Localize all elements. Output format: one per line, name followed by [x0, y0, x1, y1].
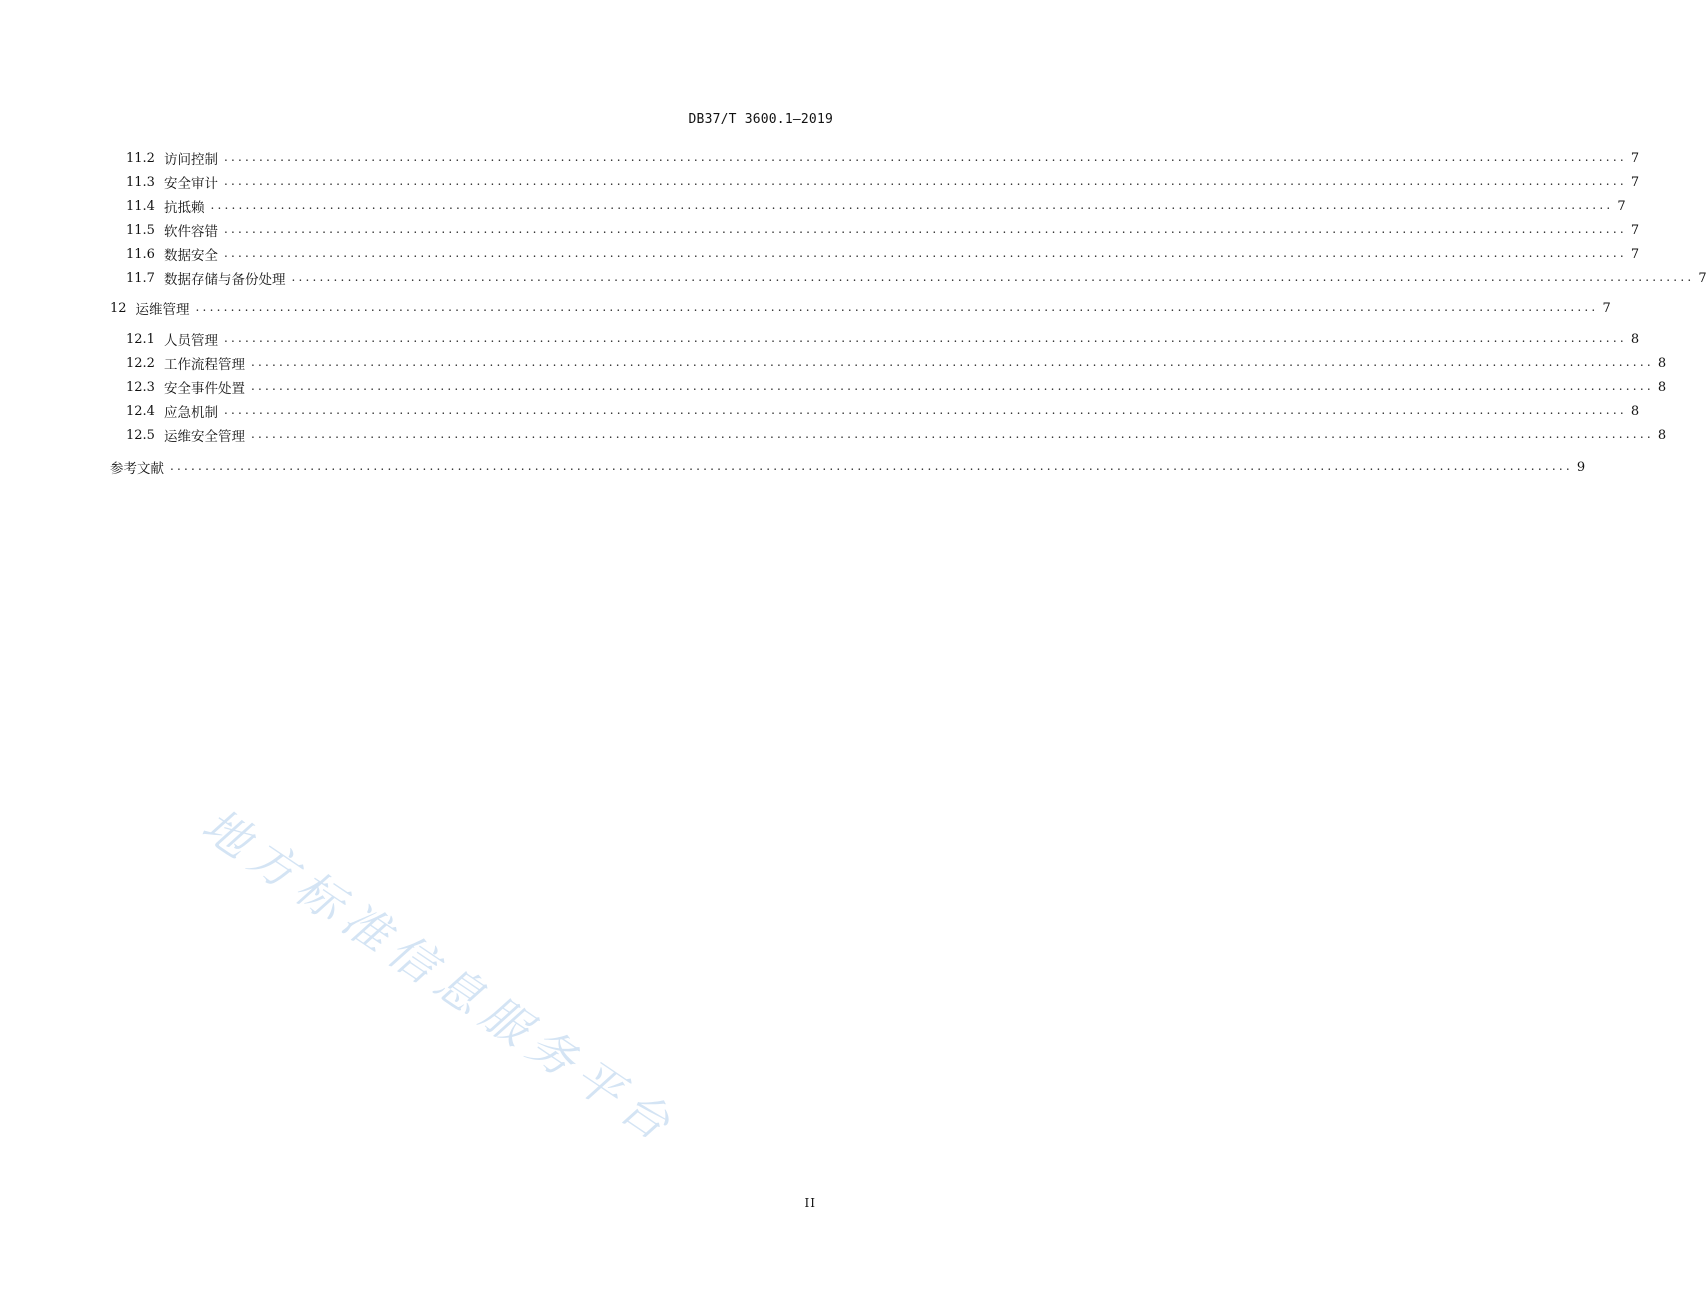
toc-entry-number: 12.4	[126, 403, 155, 419]
toc-entry-title: 人员管理	[163, 333, 218, 349]
toc-entry-title: 访问控制	[163, 152, 218, 168]
toc-entry-page: 8	[1630, 331, 1640, 347]
toc-entry[interactable]	[126, 170, 1640, 194]
toc-entry-page: 9	[1576, 459, 1586, 475]
toc-entry-page: 8	[1630, 403, 1640, 419]
watermark-text: 地方标准信息服务平台	[192, 797, 688, 1156]
toc-entry[interactable]	[126, 399, 1640, 423]
toc-entry[interactable]	[126, 375, 1667, 399]
toc-entry-page: 7	[1630, 150, 1640, 166]
toc-entry-title: 安全事件处置	[163, 381, 245, 397]
toc-entry-bibliography[interactable]	[110, 455, 1586, 479]
toc-leader-dots: ........................................................................................................................................................................................................	[291, 270, 1695, 284]
toc-entry-number: 12	[110, 300, 127, 316]
toc-entry-number: 11.5	[126, 222, 155, 238]
toc-entry-number: 12.3	[126, 379, 155, 395]
toc-entry-number: 11.3	[126, 174, 155, 190]
toc-entry-title: 软件容错	[163, 224, 218, 240]
toc-entry-title: 运维管理	[135, 302, 190, 318]
toc-entry-number: 12.1	[126, 331, 155, 347]
document-code: DB37/T 3600.1—2019	[688, 112, 833, 127]
toc-entry-title: 参考文献	[110, 461, 164, 477]
toc-entry-page: 7	[1630, 222, 1640, 238]
toc-entry-chapter[interactable]	[110, 296, 1611, 320]
toc-leader-dots: ........................................................................................................................................................................................................	[223, 174, 1627, 188]
toc-leader-dots: ........................................................................................................................................................................................................	[250, 379, 1654, 393]
toc-entry-title: 运维安全管理	[163, 429, 245, 445]
toc-leader-dots: ........................................................................................................................................................................................................	[195, 300, 1599, 314]
toc-entry-page: 7	[1602, 300, 1611, 316]
toc-entry-page: 8	[1657, 427, 1667, 443]
toc-entry-page: 7	[1630, 246, 1640, 262]
toc-entry-number: 12.5	[126, 427, 155, 443]
toc-entry-page: 7	[1698, 270, 1707, 286]
toc-entry[interactable]	[126, 218, 1640, 242]
toc-leader-dots: ........................................................................................................................................................................................................	[223, 331, 1627, 345]
toc-entry[interactable]	[126, 242, 1640, 266]
toc-leader-dots: ........................................................................................................................................................................................................	[223, 150, 1627, 164]
toc-leader-dots: ........................................................................................................................................................................................................	[250, 355, 1654, 369]
toc-entry-title: 抗抵赖	[163, 200, 205, 216]
toc-entry[interactable]	[126, 327, 1640, 351]
toc-entry-page: 7	[1617, 198, 1626, 214]
toc-entry-number: 12.2	[126, 355, 155, 371]
page-number: II	[804, 1196, 816, 1210]
toc-entry-page: 7	[1630, 174, 1640, 190]
toc-entry-title: 数据存储与备份处理	[163, 272, 286, 288]
toc-entry-title: 工作流程管理	[163, 357, 245, 373]
toc-entry-title: 应急机制	[163, 405, 218, 421]
toc-entry-number: 11.2	[126, 150, 155, 166]
toc-entry[interactable]	[126, 194, 1626, 218]
toc-entry[interactable]	[126, 146, 1640, 170]
toc-entry-number: 11.4	[126, 198, 155, 214]
toc-entry-number: 11.7	[126, 270, 155, 286]
toc-entry-title: 安全审计	[163, 176, 218, 192]
toc-entry-page: 8	[1657, 379, 1667, 395]
toc-entry[interactable]	[126, 266, 1707, 290]
toc-leader-dots: ........................................................................................................................................................................................................	[223, 403, 1627, 417]
toc-leader-dots: ........................................................................................................................................................................................................	[223, 222, 1627, 236]
toc-entry-title: 数据安全	[163, 248, 218, 264]
toc-entry-page: 8	[1657, 355, 1667, 371]
toc-leader-dots: ........................................................................................................................................................................................................	[210, 198, 1614, 212]
toc-entry-number: 11.6	[126, 246, 155, 262]
toc-leader-dots: ........................................................................................................................................................................................................	[170, 459, 1573, 473]
toc-leader-dots: ........................................................................................................................................................................................................	[250, 427, 1654, 441]
toc-leader-dots: ........................................................................................................................................................................................................	[223, 246, 1627, 260]
toc-entry[interactable]	[126, 351, 1667, 375]
toc-entry[interactable]	[126, 423, 1667, 447]
